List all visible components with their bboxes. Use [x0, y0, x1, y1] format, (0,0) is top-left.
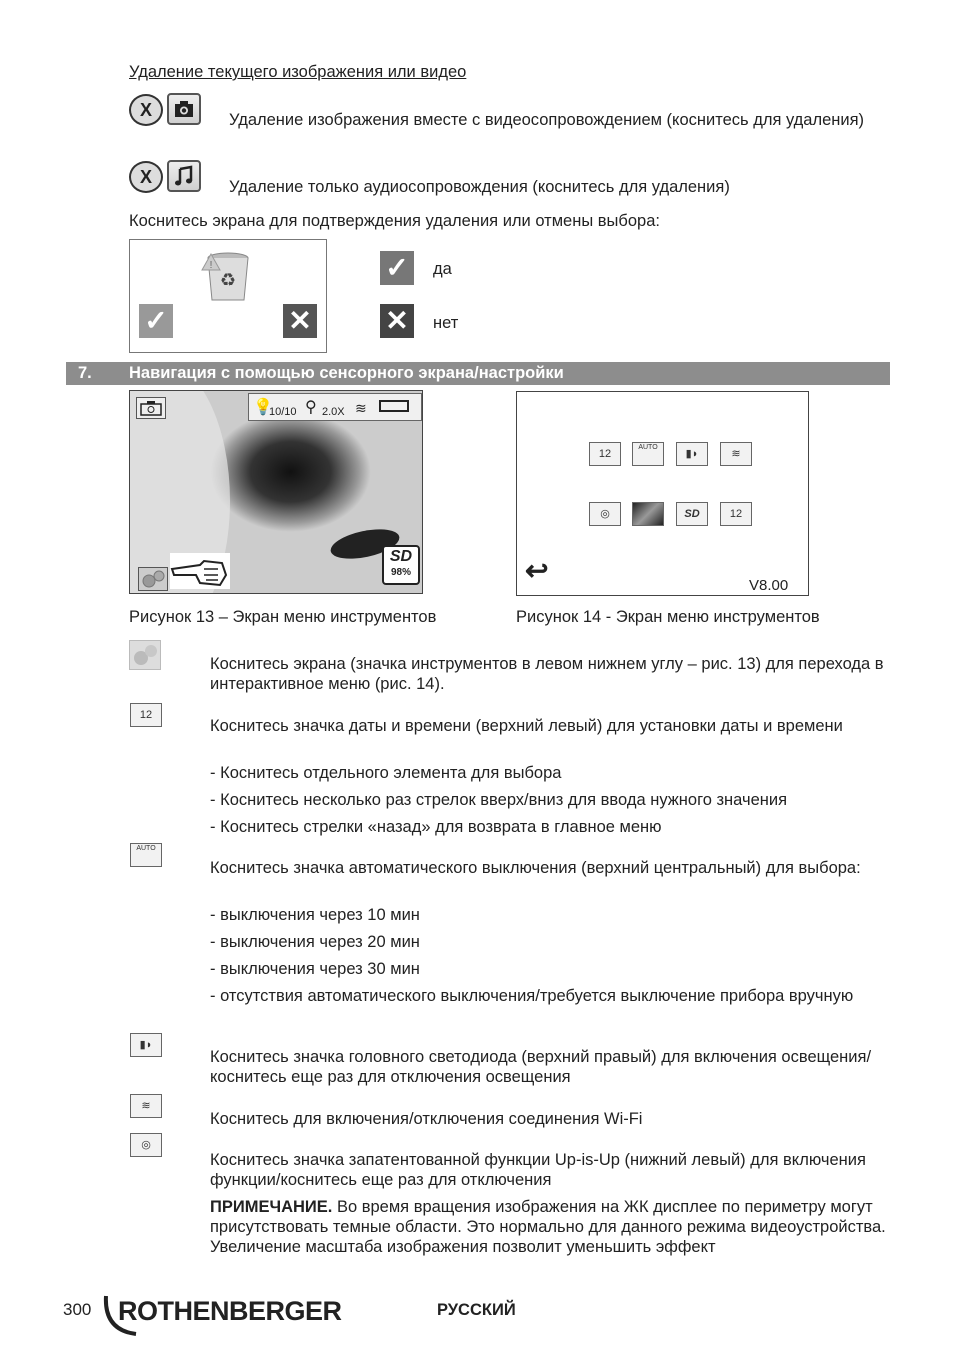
item-tools-text: Коснитесь экрана (значка инструментов в левом нижнем углу – рис. 13) для перехода в интерактивное меню (рис. 14).: [210, 655, 884, 693]
auto-off-clock-icon: AUTO: [130, 843, 162, 867]
note-text: Во время вращения изображения на ЖК дисплее по периметру могут присутствовать темные области. Это нормально для данного режима видеоустройства. Увеличение масштаба изображения позволит уменьшить эффект: [210, 1198, 886, 1256]
wifi-power-icon: ≋: [130, 1094, 162, 1118]
confirm-check-button[interactable]: ✓: [139, 304, 173, 338]
status-bar: [248, 393, 422, 421]
list-item: - Коснитесь отдельного элемента для выбора: [210, 764, 562, 782]
svg-text:♻: ♻: [219, 270, 237, 290]
sd-format-icon[interactable]: SD: [676, 502, 708, 526]
no-label: нет: [433, 314, 459, 332]
delete-audio-text: Удаление только аудиосопровождения (коснитесь для удаления): [229, 178, 730, 196]
sd-card-icon: [382, 545, 420, 585]
brand-name: ROTHENBERGER: [118, 1296, 342, 1326]
wifi-toggle-icon[interactable]: ≋: [720, 442, 752, 466]
fig14-caption: Рисунок 14 - Экран меню инструментов: [516, 608, 820, 626]
trash-icon: [200, 246, 252, 309]
up-is-up-icon[interactable]: ◎: [589, 502, 621, 526]
led-level: 10/10: [269, 406, 297, 418]
list-item: - Коснитесь стрелки «назад» для возврата в главное меню: [210, 818, 662, 836]
firmware-version: V8.00: [749, 577, 789, 594]
note-paragraph: [210, 1197, 890, 1257]
section-title: Навигация с помощью сенсорного экрана/настройки: [129, 364, 564, 382]
led-icon: 💡: [253, 399, 273, 416]
image-setting-icon[interactable]: [632, 502, 664, 526]
auto-off-icon[interactable]: AUTO: [632, 442, 664, 466]
music-note-icon: [167, 160, 201, 192]
delete-x-icon-2: X: [129, 161, 163, 193]
calendar-clock-icon: 12: [130, 703, 162, 727]
cancel-x-button[interactable]: ✕: [283, 304, 317, 338]
item-wifi-text: Коснитесь для включения/отключения соединения Wi-Fi: [210, 1110, 643, 1128]
zoom-icon: ⚲: [305, 399, 317, 416]
list-item: - выключения через 20 мин: [210, 933, 420, 951]
no-x-icon: ✕: [380, 304, 414, 338]
tools-menu-screen: [516, 391, 809, 596]
language-label: РУССКИЙ: [437, 1301, 516, 1319]
list-item: - выключения через 10 мин: [210, 906, 420, 924]
yes-label: да: [433, 260, 452, 278]
list-item: - Коснитесь несколько раз стрелок вверх/вниз для ввода нужного значения: [210, 791, 788, 809]
delete-confirm-screen: [129, 239, 327, 353]
item-datetime-text: Коснитесь значка даты и времени (верхний левый) для установки даты и времени: [210, 717, 843, 735]
sd-label: SD: [389, 548, 413, 565]
section-number: 7.: [78, 364, 92, 382]
pointing-hand-icon: [170, 553, 230, 589]
zoom-level: 2.0X: [322, 406, 345, 418]
brand-logo: [100, 1290, 350, 1338]
delete-x-icon: X: [129, 94, 163, 126]
page-number: 300: [63, 1300, 92, 1319]
tools-gear-icon[interactable]: [138, 567, 168, 591]
back-arrow-icon[interactable]: ↩: [525, 555, 549, 586]
battery-icon: [379, 400, 409, 412]
item-upisup-text: Коснитесь значка запатентованной функции Up-is-Up (нижний левый) для включения функции/коснитесь еще раз для отключения: [210, 1151, 866, 1189]
delete-image-text: Удаление изображения вместе с видеосопровождением (коснитесь для удаления): [229, 111, 865, 129]
item-autooff-text: Коснитесь значка автоматического выключения (верхний центральный) для выбора:: [210, 859, 861, 877]
svg-text:!: !: [209, 260, 213, 271]
fig13-caption: Рисунок 13 – Экран меню инструментов: [129, 608, 437, 626]
note-label: ПРИМЕЧАНИЕ.: [210, 1198, 333, 1216]
section-7-bar: [66, 362, 890, 385]
date-stamp-icon[interactable]: 12: [720, 502, 752, 526]
yes-check-icon: ✓: [380, 251, 414, 285]
list-item: - выключения через 30 мин: [210, 960, 420, 978]
list-item: - отсутствия автоматического выключения/требуется выключение прибора вручную: [210, 987, 854, 1005]
wifi-icon: ≋: [355, 400, 367, 416]
gear-icon: [129, 640, 161, 670]
delete-heading: Удаление текущего изображения или видео: [129, 63, 467, 81]
camera-screen: [129, 390, 423, 594]
led-toggle-icon[interactable]: ▮◗: [676, 442, 708, 466]
sd-percent: 98%: [390, 567, 411, 578]
head-led-icon: ▮◗: [130, 1033, 162, 1057]
confirm-text: Коснитесь экрана для подтверждения удаления или отмены выбора:: [129, 212, 660, 230]
camera-mode-icon[interactable]: [136, 397, 166, 419]
date-time-icon[interactable]: 12: [589, 442, 621, 466]
item-led-text: Коснитесь значка головного светодиода (верхний правый) для включения освещения/коснитесь еще раз для отключения освещения: [210, 1048, 872, 1086]
up-is-up-power-icon: ◎: [130, 1133, 162, 1157]
